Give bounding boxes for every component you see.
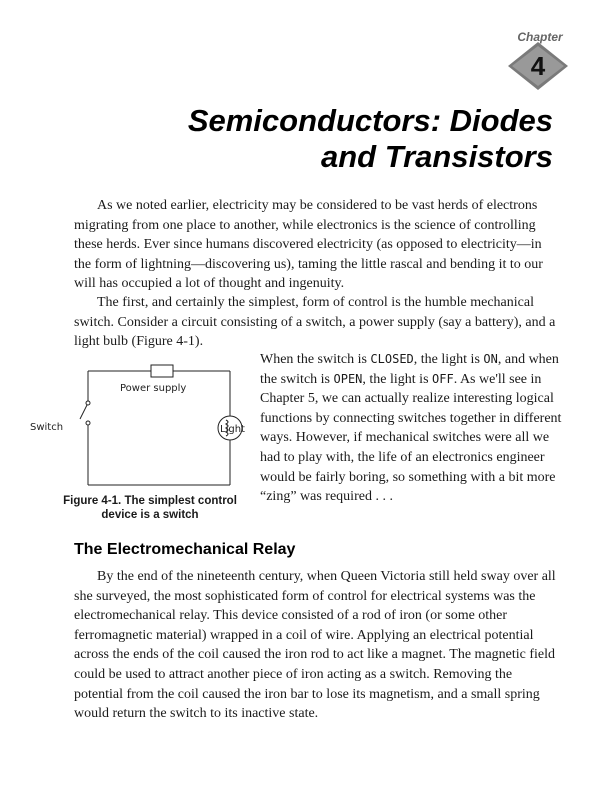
- paragraph-switch: The first, and certainly the simplest, form of control is the humble mechanical switch. Consider a circuit consisting of a switch, a power supply (say a battery), and a light bulb (Figure 4-1).: [74, 295, 556, 350]
- battery-symbol: [151, 365, 173, 377]
- switch-lever: [80, 403, 88, 419]
- chapter-title: [120, 103, 553, 175]
- paragraph-intro: As we noted earlier, electricity may be considered to be vast herds of electrons migrating from one place to another, while electronics is the science of controlling these herds. Ever since humans discovered electricity (as opposed to electricity—in the form of lightning—discovering us), taming the little rascal and bending it to our will has occupied a lot of thought and ingenuity.: [74, 198, 543, 292]
- circuit-diagram: [28, 355, 252, 495]
- closed-term: CLOSED: [370, 352, 414, 366]
- chapter-number: 4: [530, 51, 546, 81]
- chapter-badge: [508, 42, 568, 90]
- p3-text-3: , and when the switch is: [260, 352, 559, 387]
- switch-label: Switch: [30, 422, 64, 433]
- title-line-1: Semiconductors: Diodes: [187, 103, 553, 138]
- paragraph-switch-states: [260, 350, 562, 507]
- p3-text-2: , the light is: [413, 352, 484, 367]
- p3-text-1: When the switch is: [260, 352, 371, 367]
- title-line-2: and Transistors: [320, 139, 553, 174]
- power-supply-label: Power supply: [120, 383, 187, 394]
- switch-contact-bottom: [86, 421, 90, 425]
- on-term: ON: [483, 352, 498, 366]
- section-heading-relay: The Electromechanical Relay: [74, 541, 296, 558]
- off-term: OFF: [432, 371, 454, 386]
- p3-text-4: , the light is: [362, 371, 433, 387]
- light-label: Light: [220, 424, 245, 435]
- p3-text-5: . As we'll see in Chapter 5, we can actually realize interesting logical functions by connecting switches together in different ways. However, if mechanical switches were all we had to play with, the life of an electronics engineer would be fairly boring, so something with a bit more “zing” was required . . .: [260, 371, 562, 505]
- open-term: OPEN: [333, 371, 363, 386]
- switch-contact-top: [86, 401, 90, 405]
- figure-caption: Figure 4-1. The simplest control device is a switch: [63, 495, 237, 521]
- paragraph-relay: By the end of the nineteenth century, when Queen Victoria still held sway over all she surveyed, the most sophisticated form of control for electrical systems was the electromechanical relay. This device consisted of a rod of iron (or some other ferromagnetic material) wrapped in a coil of wire. Applying an electrical potential across the ends of the coil caused the iron rod to act like a magnet. The magnetic field could be used to attract another piece of iron acting as a switch. Removing the potential from the coil caused the iron bar to lose its magnetism, and a small spring would return the switch to its inactive state.: [74, 569, 556, 722]
- chapter-label: Chapter: [517, 30, 563, 44]
